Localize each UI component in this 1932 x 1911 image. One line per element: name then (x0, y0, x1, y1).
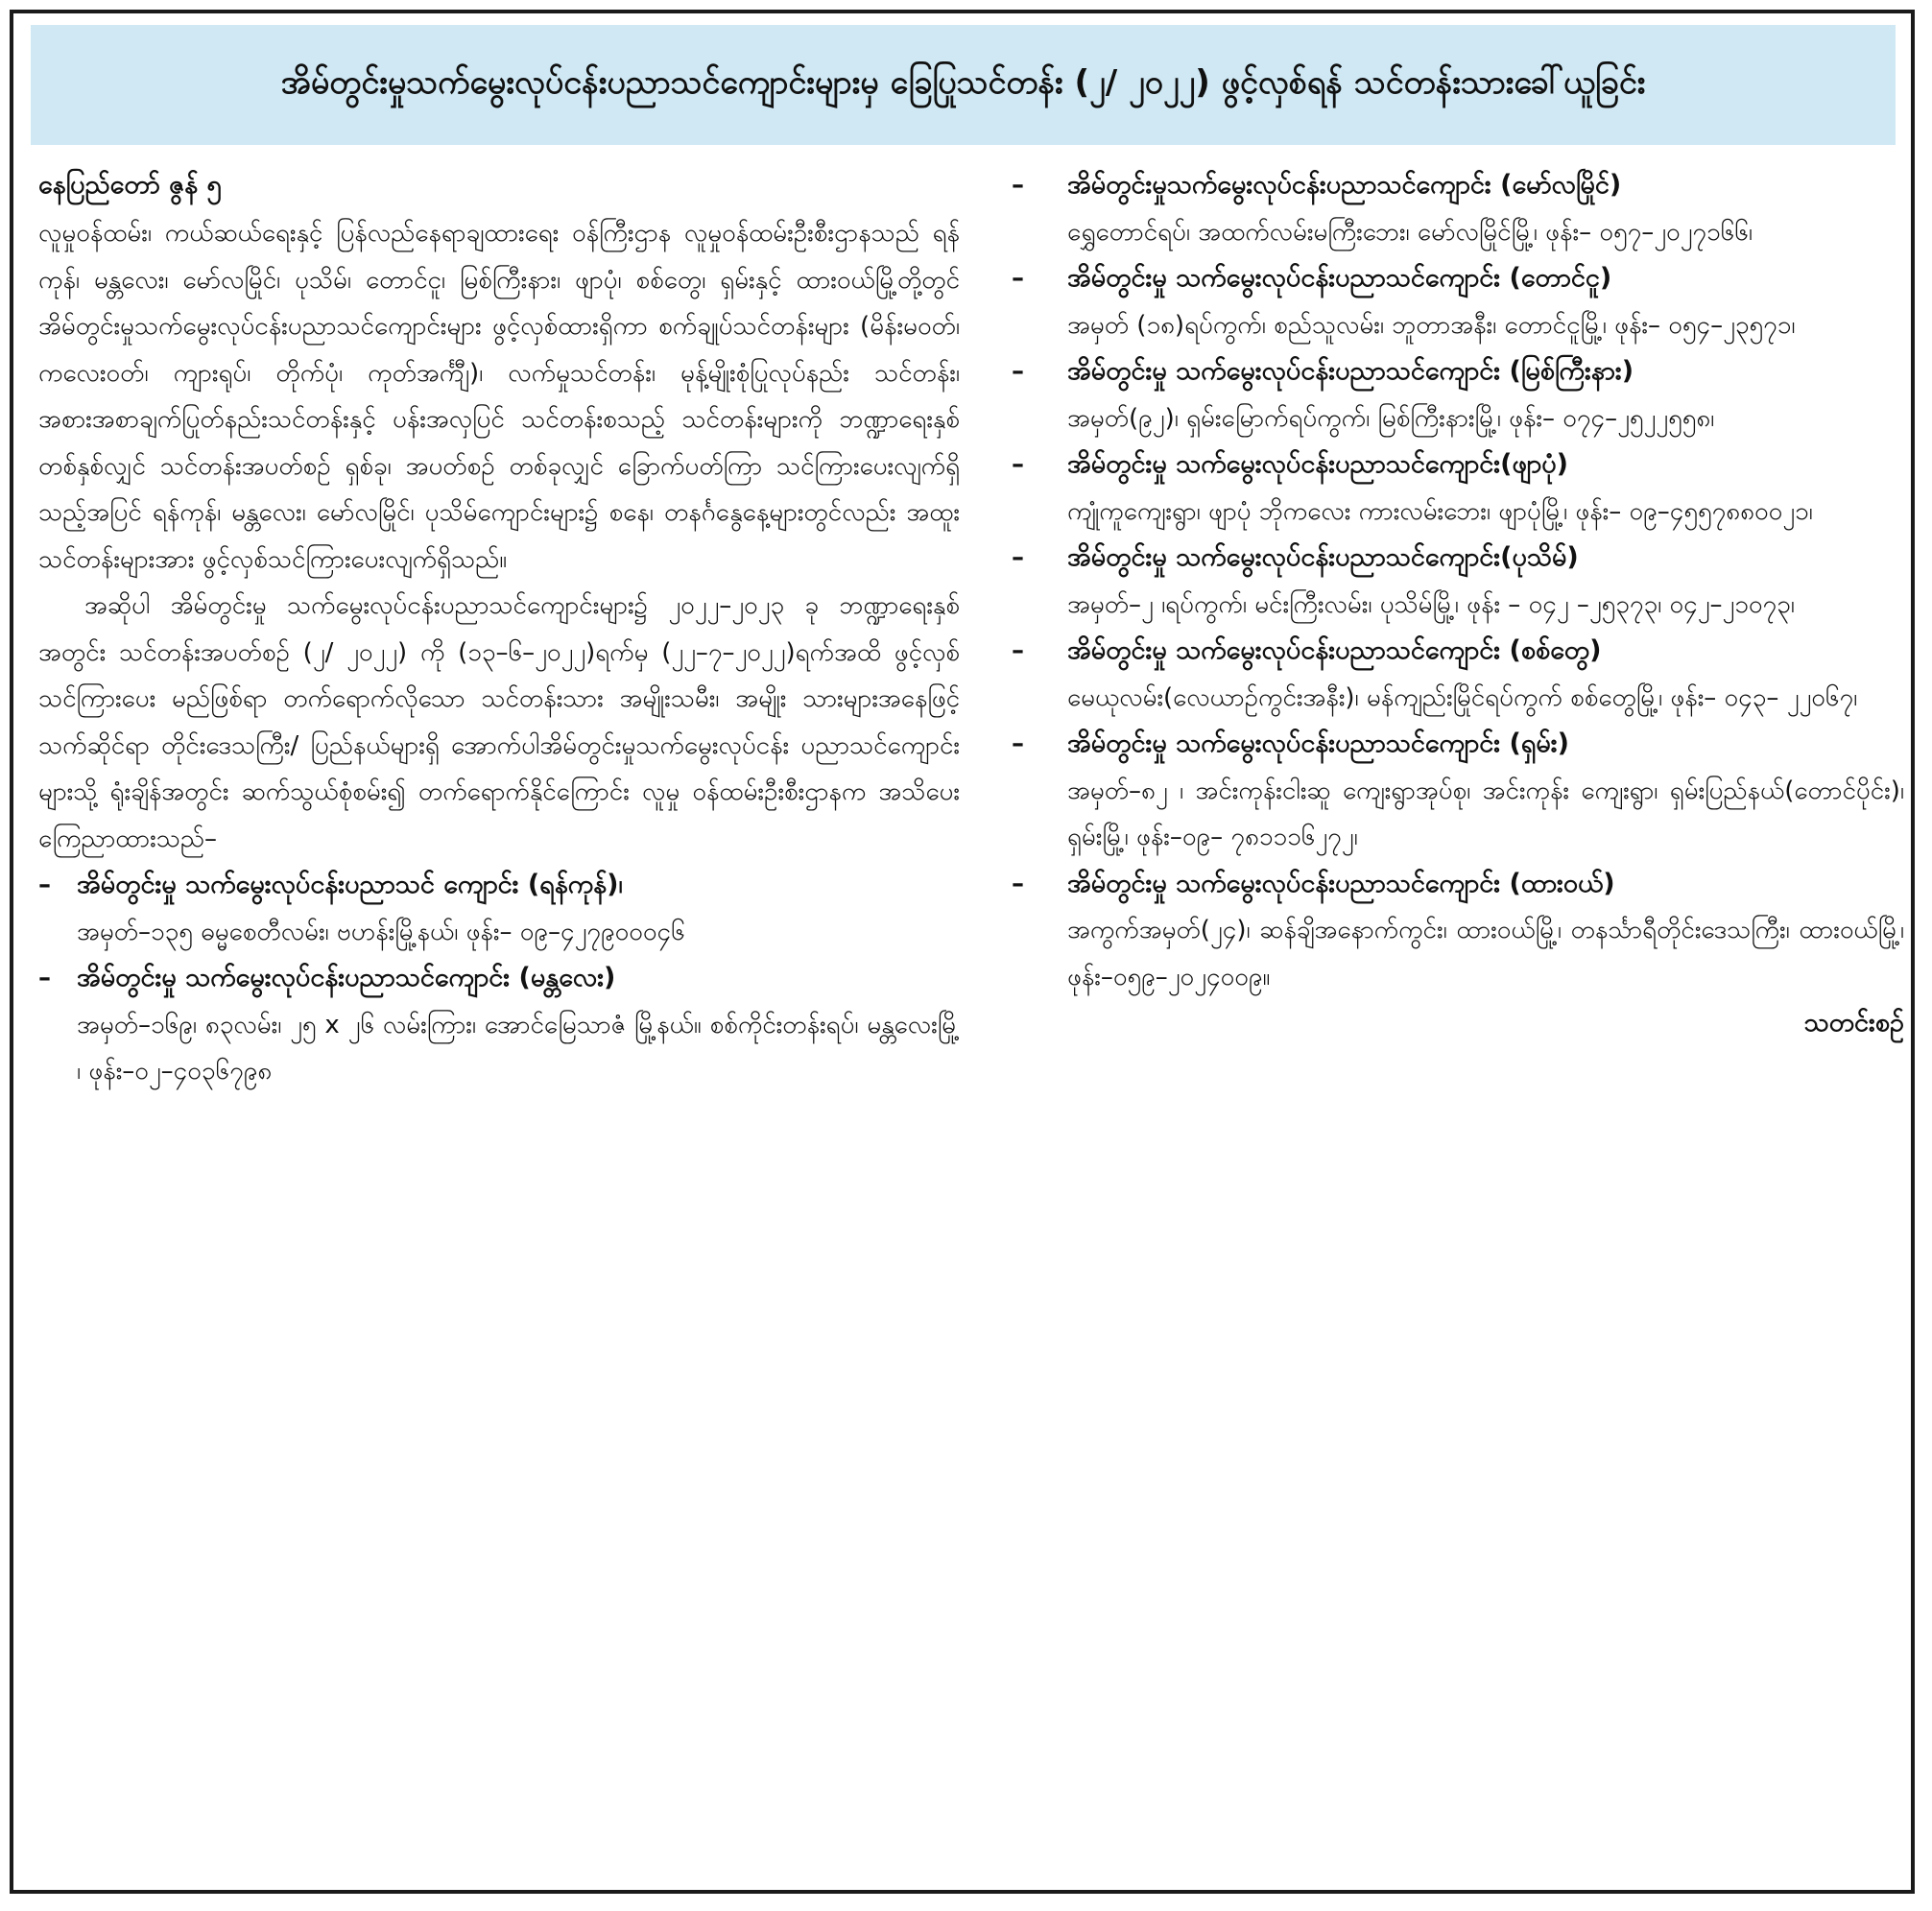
school-name: အိမ်တွင်းမှု သက်မွေးလုပ်ငန်းပညာသင်ကျောင်း (မြစ်ကြီးနား) (1067, 356, 1634, 386)
school-address: အမှတ်–၂ ၊ရပ်ကွက်၊ မင်းကြီးလမ်း၊ ပုသိမ်မြို့၊ ဖုန်း – ၀၄၂ –၂၅၃၇၃၊ ၀၄၂–၂၁၀၇၃၊ (1067, 589, 1795, 619)
right-column (1012, 162, 1904, 1046)
school-name: အိမ်တွင်းမှု သက်မွေးလုပ်ငန်းပညာသင်ကျောင်း(ပုသိမ်) (1067, 542, 1579, 572)
article-frame (10, 10, 1915, 1894)
school-address: အမှတ်–၁၆၉၊ ၈၃လမ်း၊ ၂၅ x ၂၆ လမ်းကြား၊ အောင်မြေသာဇံ မြို့နယ်။ စစ်ကိုင်းတန်းရပ်၊ မန္တလေးမြို့ ၊ ဖုန်း–၀၂–၄၀၃၆၇၉၈ (77, 1010, 960, 1086)
school-entry (1012, 535, 1904, 628)
list-dash: – (1012, 729, 1024, 758)
list-dash: – (1012, 636, 1024, 665)
school-entry (38, 862, 960, 955)
dateline: နေပြည်တော် ဇွန် ၅ (38, 170, 222, 200)
list-dash: – (1012, 357, 1024, 386)
school-address: အမှတ်(၉၂)၊ ရှမ်းမြောက်ရပ်ကွက်၊ မြစ်ကြီးနားမြို့၊ ဖုန်း– ၀၇၄–၂၅၂၂၅၅၈၊ (1067, 403, 1715, 433)
school-name: အိမ်တွင်းမှု သက်မွေးလုပ်ငန်းပညာသင်ကျောင်း (ရှမ်း) (1067, 729, 1569, 758)
list-dash: – (1012, 869, 1024, 898)
list-dash: – (1012, 543, 1024, 572)
school-name: အိမ်တွင်းမှု သက်မွေးလုပ်ငန်းပညာသင်ကျောင်း (ထားဝယ်) (1067, 868, 1615, 898)
school-entry (1012, 628, 1904, 721)
list-dash: – (1012, 264, 1024, 293)
list-dash: – (38, 964, 51, 992)
school-name: အိမ်တွင်းမှုသက်မွေးလုပ်ငန်းပညာသင်ကျောင်း (မော်လမြိုင်) (1067, 170, 1622, 200)
list-dash: – (1012, 171, 1024, 200)
school-entry (1012, 348, 1904, 442)
school-entry (1012, 721, 1904, 861)
school-name: အိမ်တွင်းမှု သက်မွေးလုပ်ငန်းပညာသင် ကျောင်း (ရန်ကုန်)၊ (77, 870, 623, 899)
school-name: အိမ်တွင်းမှု သက်မွေးလုပ်ငန်းပညာသင်ကျောင်း (မန္တလေး) (77, 963, 616, 992)
school-entry (1012, 255, 1904, 348)
paragraph-intro: လူမှုဝန်ထမ်း၊ ကယ်ဆယ်ရေးနှင့် ပြန်လည်နေရာချထားရေး ဝန်ကြီးဌာန လူမှုဝန်ထမ်းဦးစီးဌာနသည် ရန်ကုန်၊ မန္တလေး၊ မော်လမြိုင်၊ ပုသိမ်၊ တောင်ငူ၊ မြစ်ကြီးနား၊ ဖျာပုံ၊ စစ်တွေ၊ ရှမ်းနှင့် ထားဝယ်မြို့တို့တွင် အိမ်တွင်းမှုသက်မွေးလုပ်ငန်းပညာသင်ကျောင်းများ ဖွင့်လှစ်ထားရှိကာ စက်ချုပ်သင်တန်းများ (မိန်းမဝတ်၊ ကလေးဝတ်၊ ကျားရုပ်၊ တိုက်ပုံ၊ ကုတ်အင်္ကျီ)၊ လက်မှုသင်တန်း၊ မုန့်မျိုးစုံပြုလုပ်နည်း သင်တန်း၊ အစားအစာချက်ပြုတ်နည်းသင်တန်းနှင့် ပန်းအလှပြင် သင်တန်းစသည့် သင်တန်းများကို ဘဏ္ဍာရေးနှစ် တစ်နှစ်လျှင် သင်တန်းအပတ်စဉ် ရှစ်ခု၊ အပတ်စဉ် တစ်ခုလျှင် ခြောက်ပတ်ကြာ သင်ကြားပေးလျက်ရှိသည့်အပြင် ရန်ကုန်၊ မန္တလေး၊ မော်လမြိုင်၊ ပုသိမ်ကျောင်းများ၌ စနေ၊ တနင်္ဂနွေနေ့များတွင်လည်း အထူး သင်တန်းများအား ဖွင့်လှစ်သင်ကြားပေးလျက်ရှိသည်။ (38, 219, 960, 574)
school-address: အမှတ်–၁၃၅ ဓမ္မစေတီလမ်း၊ ဗဟန်းမြို့နယ်၊ ဖုန်း– ၀၉–၄၂၇၉၀၀၀၄၆ (77, 917, 685, 946)
headline: အိမ်တွင်းမှုသက်မွေးလုပ်ငန်းပညာသင်ကျောင်းများမှ ခြေပြုသင်တန်း (၂/ ၂၀၂၂) ဖွင့်လှစ်ရန် သင်တန်းသားခေါ်ယူခြင်း (280, 63, 1646, 102)
school-address: အမှတ်–၈၂ ၊ အင်းကုန်းငါးဆူ ကျေးရွာအုပ်စု၊ အင်းကုန်း ကျေးရွာ၊ ရှမ်းပြည်နယ်(တောင်ပိုင်း)၊ ရှမ်းမြို့၊ ဖုန်း–၀၉– ၇၈၁၁၁၆၂၇၂၊ (1067, 776, 1904, 851)
school-address: ရွှေတောင်ရပ်၊ အထက်လမ်းမကြီးဘေး၊ မော်လမြိုင်မြို့၊ ဖုန်း– ၀၅၇–၂၀၂၇၁၆၆၊ (1067, 217, 1753, 247)
school-address: အကွက်အမှတ်(၂၄)၊ ဆန်ချိအနောက်ကွင်း၊ ထားဝယ်မြို့၊ တနင်္သာရီတိုင်းဒေသကြီး၊ ထားဝယ်မြို့၊ ဖုန်း–၀၅၉–၂၀၂၄၀၀၉။ (1067, 916, 1904, 991)
school-name: အိမ်တွင်းမှု သက်မွေးလုပ်ငန်းပညာသင်ကျောင်း(ဖျာပုံ) (1067, 449, 1568, 479)
left-column (38, 162, 960, 1095)
school-entry (38, 955, 960, 1095)
school-address: ကျုံကူကျေးရွာ၊ ဖျာပုံ ဘိုကလေး ကားလမ်းဘေး၊ ဖျာပုံမြို့၊ ဖုန်း– ၀၉–၄၅၅၇၈၈၀၀၂၁၊ (1067, 496, 1813, 526)
school-entry (1012, 442, 1904, 535)
school-address: အမှတ် (၁၈)ရပ်ကွက်၊ စည်သူလမ်း၊ ဘူတာအနီး၊ တောင်ငူမြို့၊ ဖုန်း– ၀၅၄–၂၃၅၇၁၊ (1067, 310, 1796, 340)
school-entry (1012, 162, 1904, 255)
school-name: အိမ်တွင်းမှု သက်မွေးလုပ်ငန်းပညာသင်ကျောင်း (တောင်ငူ) (1067, 263, 1612, 293)
list-dash: – (38, 871, 51, 899)
list-dash: – (1012, 450, 1024, 479)
school-entry (1012, 861, 1904, 1001)
school-address: မေယုလမ်း(လေယာဉ်ကွင်းအနီး)၊ မန်ကျည်းမြိုင်ရပ်ကွက် စစ်တွေမြို့၊ ဖုန်း– ၀၄၃– ၂၂၀၆၇၊ (1067, 682, 1858, 712)
headline-banner (31, 25, 1896, 145)
signature: သတင်းစဉ် (1803, 1008, 1904, 1038)
school-name: အိမ်တွင်းမှု သက်မွေးလုပ်ငန်းပညာသင်ကျောင်း (စစ်တွေ) (1067, 635, 1602, 665)
paragraph-announcement: အဆိုပါ အိမ်တွင်းမှု သက်မွေးလုပ်ငန်းပညာသင်ကျောင်းများ၌ ၂၀၂၂–၂၀၂၃ ခု ဘဏ္ဍာရေးနှစ်အတွင်း သင်တန်းအပတ်စဉ် (၂/ ၂၀၂၂) ကို (၁၃–၆–၂၀၂၂)ရက်မှ (၂၂–၇–၂၀၂၂)ရက်အထိ ဖွင့်လှစ်သင်ကြားပေး မည်ဖြစ်ရာ တက်ရောက်လိုသော သင်တန်းသား အမျိုးသမီး၊ အမျိုး သားများအနေဖြင့် သက်ဆိုင်ရာ တိုင်းဒေသကြီး/ ပြည်နယ်များရှိ အောက်ပါအိမ်တွင်းမှုသက်မွေးလုပ်ငန်း ပညာသင်ကျောင်းများသို့ ရုံးချိန်အတွင်း ဆက်သွယ်စုံစမ်း၍ တက်ရောက်နိုင်ကြောင်း လူမှု ဝန်ထမ်းဦးစီးဌာနက အသိပေးကြေညာထားသည်– (38, 591, 960, 853)
